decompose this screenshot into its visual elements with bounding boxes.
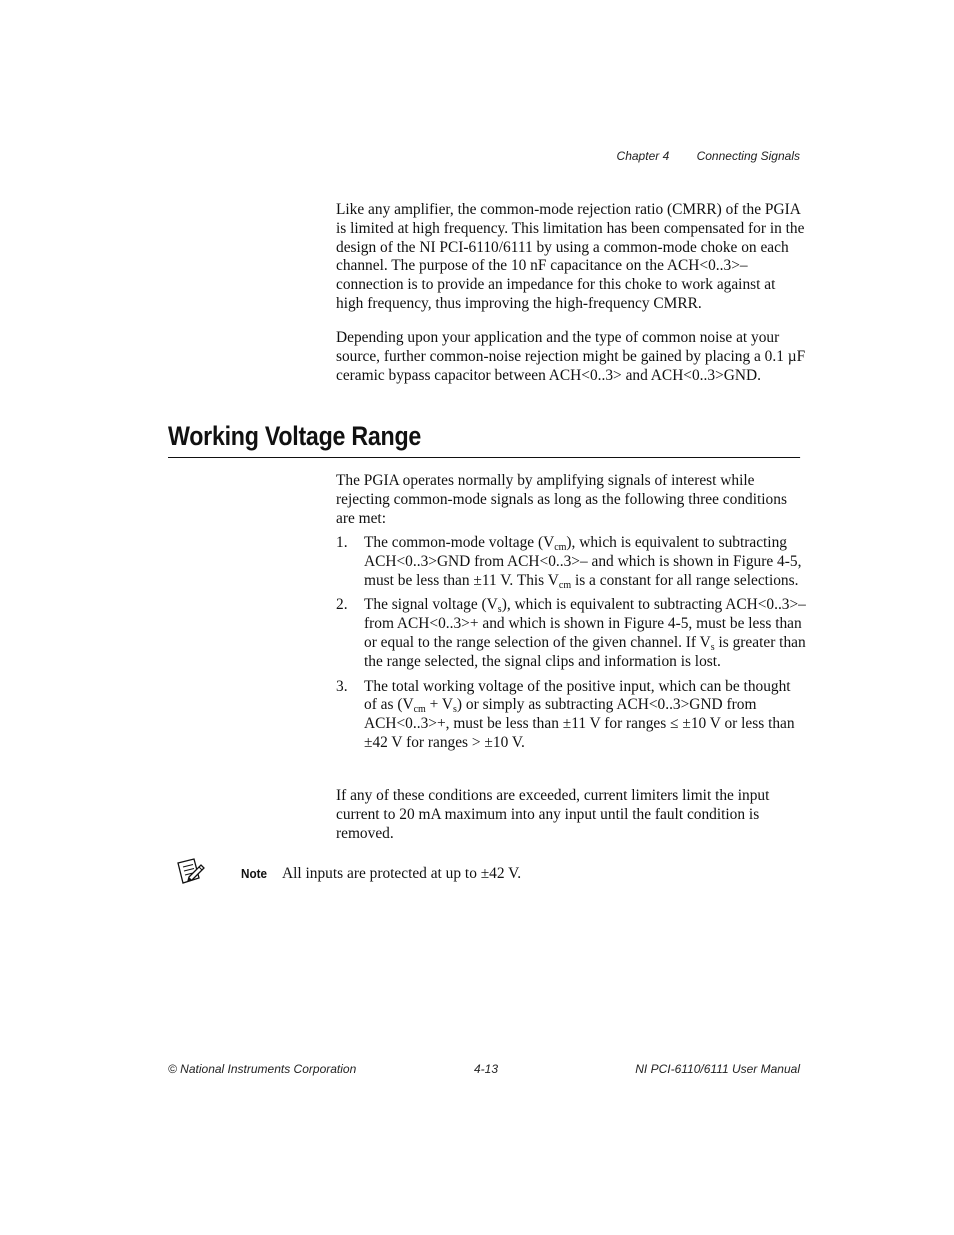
note-label: Note xyxy=(241,866,268,881)
list-item xyxy=(336,596,806,671)
header-section: Connecting Signals xyxy=(696,149,800,163)
list-number: 3. xyxy=(336,677,348,695)
paragraph-pgia-conditions: The PGIA operates normally by amplifying signals of interest while rejecting common-mode signals as long as the following three conditions are met: xyxy=(336,472,787,527)
list-number: 2. xyxy=(336,596,348,614)
list-item xyxy=(336,534,806,590)
conditions-list xyxy=(336,534,806,759)
header-chapter: Chapter 4 xyxy=(616,149,670,163)
note-text: All inputs are protected at up to ±42 V. xyxy=(282,865,522,882)
list-number: 1. xyxy=(336,534,348,551)
note-pencil-icon xyxy=(175,856,205,886)
footer-manual-title: NI PCI-6110/6111 User Manual xyxy=(635,1062,800,1076)
running-header xyxy=(617,149,800,163)
section-title: Working Voltage Range xyxy=(168,419,800,458)
list-text: The total working voltage of the positive input, which can be thought of as $(V_{cm} + V_s)$ or simply as subtracting ACH<0..3>GND from ACH<0..3>+, must be less than ±11 V for ranges ≤ ±10 V or less than ±42 V for ranges > ±10 V. xyxy=(364,677,795,751)
footer-page-number: 4-13 xyxy=(474,1062,499,1076)
paragraph-cmrr: Like any amplifier, the common-mode rejection ratio (CMRR) of the PGIA is limited at high frequency. This limitation has been compensated for in the design of the NI PCI-6110/6111 by using a common-mode choke on each channel. The purpose of the 10 nF capacitance on the ACH<0..3>– connection is to provide an impedance for this choke to work against at high frequency, thus improving the high-frequency CMRR. xyxy=(336,201,805,312)
paragraph-current-limiters: If any of these conditions are exceeded, current limiters limit the input current to 20 mA maximum into any input until the fault condition is removed. xyxy=(336,787,770,842)
footer-copyright: © National Instruments Corporation xyxy=(168,1062,357,1076)
list-text: The common-mode voltage $(V_{cm})$, which is equivalent to subtracting ACH<0..3>GND from ACH<0..3>– and which is shown in Figure 4-5, must be less than ±11 V. This $V_{cm}$ is a constant for all range selections. xyxy=(364,534,802,591)
list-text: The signal voltage $(V_s)$, which is equivalent to subtracting ACH<0..3>– from ACH<0..3>+ and which is shown in Figure 4-5, must be less than or equal to the range selection of the given channel. If $V_s$ is greater than the range selected, the signal clips and information is lost. xyxy=(364,596,806,670)
paragraph-bypass-capacitor: Depending upon your application and the type of common noise at your source, further common-noise rejection might be gained by placing a 0.1 µF ceramic bypass capacitor between ACH<0..3> and ACH<0..3>GND. xyxy=(336,329,806,384)
list-item xyxy=(336,678,806,753)
